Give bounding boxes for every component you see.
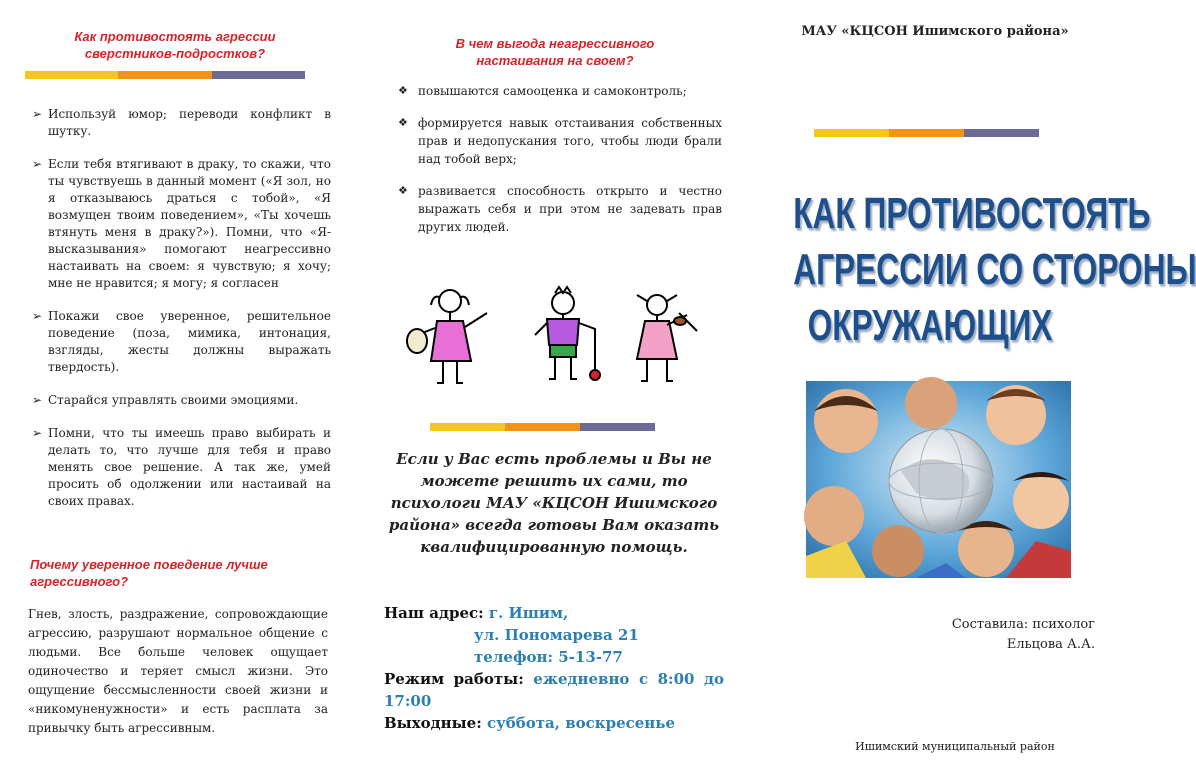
children-drawing xyxy=(395,283,715,393)
contact-block xyxy=(384,602,724,734)
hours-label: Режим работы: xyxy=(384,670,524,688)
diamond-bullet-icon: ❖ xyxy=(398,84,408,97)
list-item: ➢ Используй юмор; переводи конфликт в шутку. xyxy=(32,107,331,138)
list-item: ➢ Старайся управлять своими эмоциями. xyxy=(32,393,299,407)
list-item: ➢ Если тебя втягивают в драку, то скажи, что ты чувствуешь в данный момент («Я зол, но я отказываюсь драться с тобой», «Я возмущен твоим поведением», «Ты хочешь втянуть меня в драку?»). Помни, что «Я-высказывания» помогают неагрессивно настаивать на своем: я чувствую; я хочу; мне не нравится; я могу; я согласен xyxy=(32,157,331,290)
arrow-bullet-icon: ➢ xyxy=(32,107,43,121)
girl-artist-figure xyxy=(407,290,487,383)
middle-panel xyxy=(380,0,725,784)
arrow-bullet-icon: ➢ xyxy=(32,157,43,171)
hours-value: ежедневно с 8:00 до 17:00 xyxy=(384,670,725,710)
organization-name: МАУ «КЦСОН Ишимского района» xyxy=(801,24,1069,39)
list-item: ❖ повышаются самооценка и самоконтроль; xyxy=(398,84,687,98)
arrow-bullet-icon: ➢ xyxy=(32,426,43,440)
title-line-3: ОКРУЖАЮЩИХ xyxy=(807,301,1053,350)
left-heading-2: Почему уверенное поведение лучше агрессивного? xyxy=(30,557,268,589)
author-line-1: Составила: психолог xyxy=(951,617,1095,632)
diamond-bullet-icon: ❖ xyxy=(398,184,408,197)
footer-text: Ишимский муниципальный район xyxy=(855,740,1055,753)
middle-heading: В чем выгода неагрессивного настаивания на своем? xyxy=(455,36,655,68)
address-label: Наш адрес: xyxy=(384,604,484,622)
right-panel xyxy=(780,0,1196,784)
list-item: ➢ Помни, что ты имеешь право выбирать и делать то, что лучше для тебя и право менять свое решение. А так же, умей просить об одолжении или настаивай на своих правах. xyxy=(32,426,331,508)
left-paragraph: Гнев, злость, раздражение, сопровождающие агрессию, разрушают нормальное общение с людьми. Все больше человек ощущает одиночество и теряет смысл жизни. Это ощущение бессмысленности своей жизни и «никомуненужности» и есть расплата за привычку быть агрессивным. xyxy=(28,607,328,735)
address-city: г. Ишим, xyxy=(488,604,569,622)
color-stripe xyxy=(430,423,655,431)
arrow-bullet-icon: ➢ xyxy=(32,393,43,407)
list-item: ❖ развивается способность открыто и честно выражать себя и при этом не задевать прав других людей. xyxy=(398,184,722,234)
address-phone: телефон: 5-13-77 xyxy=(474,648,623,666)
days-off-label: Выходные: xyxy=(384,714,482,732)
brochure-title xyxy=(740,186,1196,354)
benefits-list xyxy=(380,82,722,250)
left-heading: Как противостоять агрессии сверстников-подростков? xyxy=(74,29,276,61)
list-item: ❖ формируется навык отстаивания собственных прав и недопускания того, чтобы люди брали над тобой верх; xyxy=(398,116,722,166)
address-street: ул. Пономарева 21 xyxy=(474,626,639,644)
left-panel xyxy=(20,0,335,784)
author-line-2: Ельцова А.А. xyxy=(1006,637,1095,652)
title-line-1: КАК ПРОТИВОСТОЯТЬ xyxy=(793,189,1151,238)
diamond-bullet-icon: ❖ xyxy=(398,116,408,129)
list-item: ➢ Покажи свое уверенное, решительное поведение (поза, мимика, интонация, взгляды, жесты должны выражать твердость). xyxy=(32,309,331,374)
color-stripe xyxy=(814,129,1039,137)
boy-yoyo-figure xyxy=(535,287,600,380)
days-off-value: суббота, воскресенье xyxy=(487,714,676,732)
girl-violin-figure xyxy=(637,295,697,381)
arrow-bullet-icon: ➢ xyxy=(32,309,43,323)
title-line-2: АГРЕССИИ СО СТОРОНЫ xyxy=(793,245,1196,294)
tips-list xyxy=(26,106,331,526)
color-stripe xyxy=(25,71,305,79)
children-globe-photo xyxy=(806,381,1071,578)
help-message: Если у Вас есть проблемы и Вы не можете решить их сами, то психологи МАУ «КЦСОН Ишимского района» всегда готовы Вам оказать квалифицированную помощь. xyxy=(388,450,720,556)
